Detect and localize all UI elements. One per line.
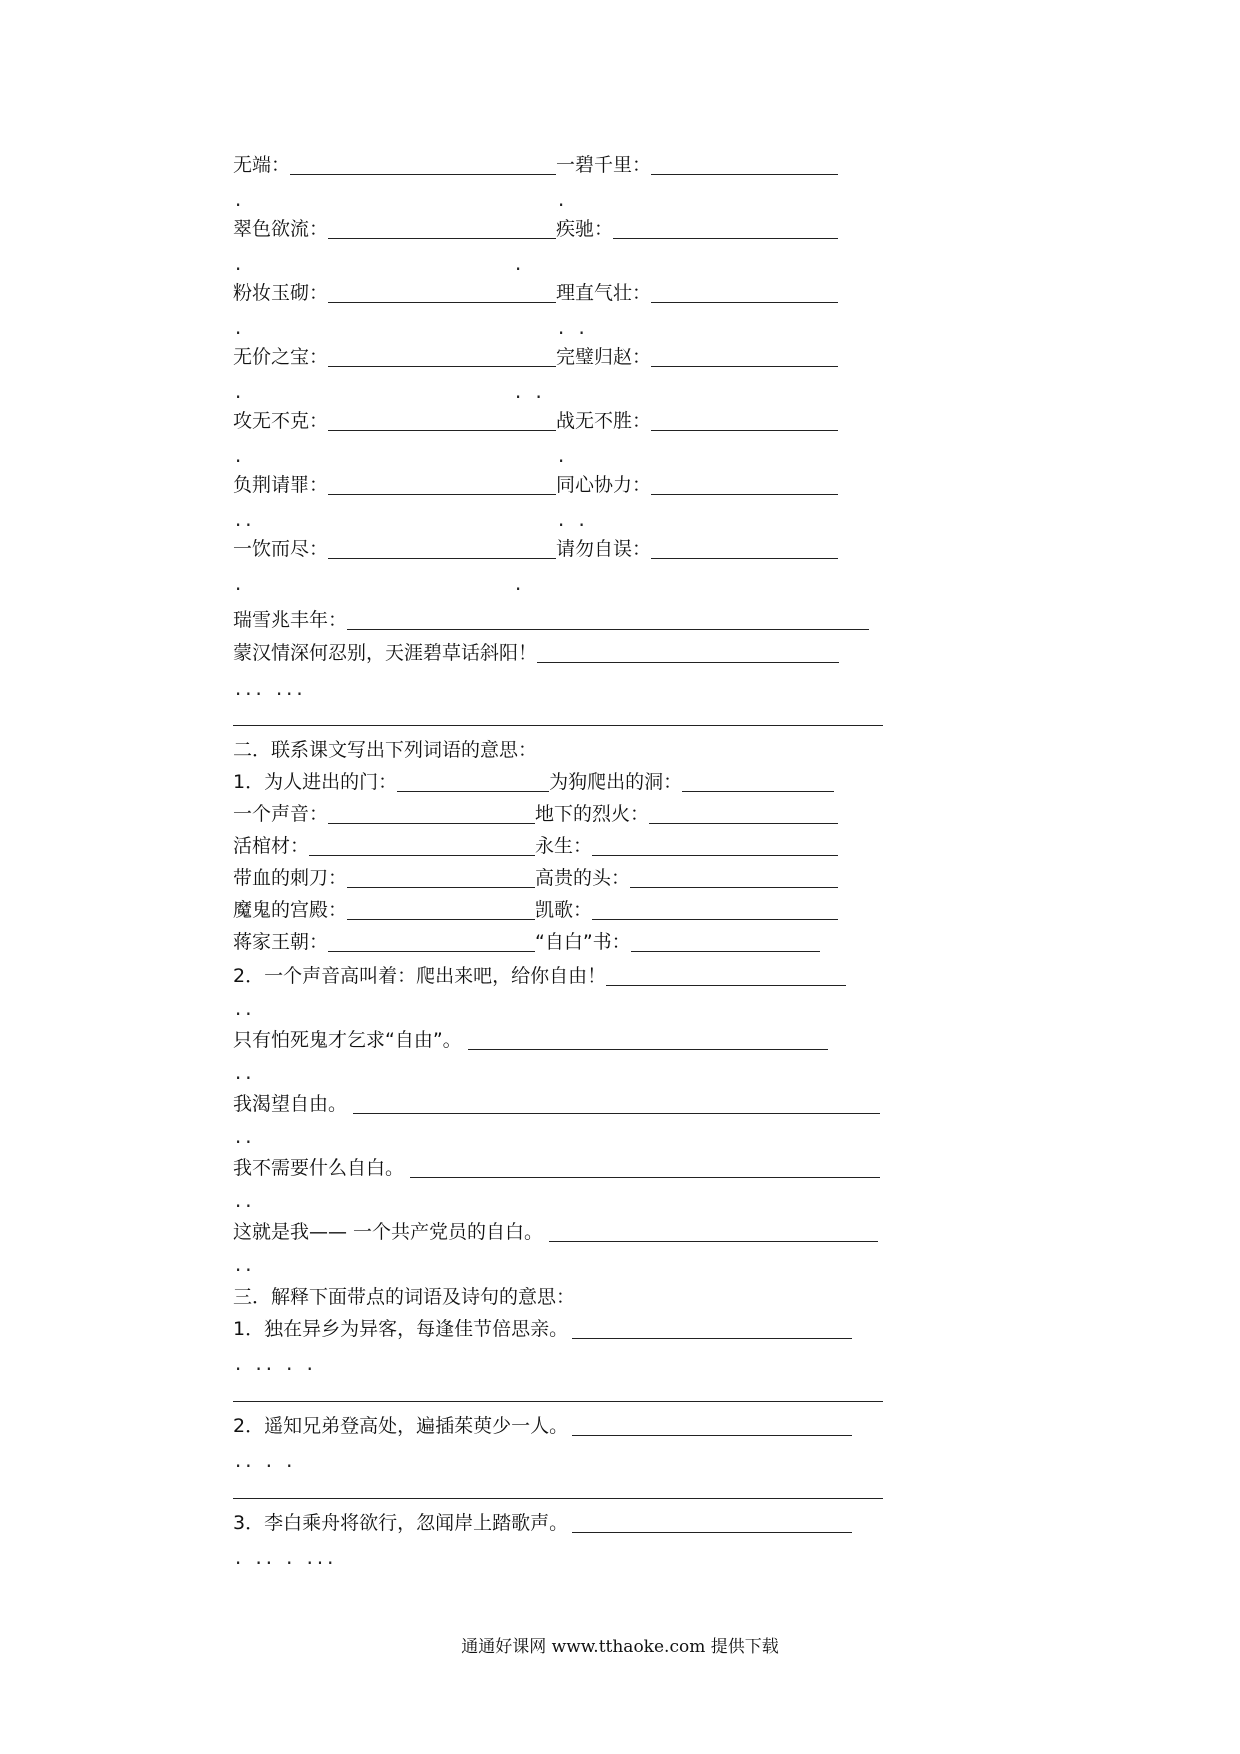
answer-blank[interactable] bbox=[347, 609, 869, 630]
ruixue-label: 瑞雪兆丰年： bbox=[233, 609, 348, 631]
definition-row-left bbox=[233, 536, 556, 562]
emphasis-dots: .. bbox=[233, 1000, 254, 1020]
q1-line bbox=[233, 769, 834, 795]
answer-blank[interactable] bbox=[328, 474, 556, 495]
definition-row-left bbox=[233, 408, 556, 434]
menghan-line bbox=[233, 640, 839, 666]
definition-row-right bbox=[556, 536, 838, 562]
sentence-line bbox=[233, 1027, 828, 1053]
answer-blank[interactable] bbox=[347, 867, 535, 888]
sentence-line bbox=[233, 1091, 880, 1117]
emphasis-dots: . bbox=[233, 319, 244, 339]
definition-row-right bbox=[556, 408, 838, 434]
definition-row-left bbox=[233, 152, 556, 178]
sentence-line bbox=[233, 1155, 880, 1181]
definition-row-left bbox=[233, 472, 556, 498]
answer-blank[interactable] bbox=[649, 803, 838, 824]
pair-row-left bbox=[233, 833, 535, 859]
term-label: 一碧千里： bbox=[556, 154, 652, 176]
emphasis-dots: . bbox=[233, 575, 244, 595]
pair-row-right bbox=[535, 801, 838, 827]
sentence-text: 我不需要什么自白。 bbox=[233, 1157, 405, 1179]
answer-blank[interactable] bbox=[572, 1512, 852, 1533]
answer-blank[interactable] bbox=[328, 931, 535, 952]
definition-row-right bbox=[556, 472, 838, 498]
answer-blank[interactable] bbox=[630, 867, 838, 888]
definition-row-right bbox=[556, 216, 838, 242]
answer-blank[interactable] bbox=[572, 1415, 852, 1436]
answer-blank[interactable] bbox=[682, 771, 834, 792]
q2-label: 2．一个声音高叫着：爬出来吧，给你自由！ bbox=[233, 965, 607, 987]
emphasis-dots: .. bbox=[233, 1192, 254, 1212]
term-label: 负荆请罪： bbox=[233, 474, 329, 496]
answer-blank[interactable] bbox=[410, 1157, 880, 1178]
pair-row-left bbox=[233, 801, 535, 827]
definition-row-right bbox=[556, 152, 838, 178]
term-label: 翠色欲流： bbox=[233, 218, 329, 240]
section3-heading-text: 三．解释下面带点的词语及诗句的意思： bbox=[233, 1286, 576, 1308]
answer-blank[interactable] bbox=[651, 410, 838, 431]
poem-text: 3．李白乘舟将欲行，忽闻岸上踏歌声。 bbox=[233, 1512, 569, 1534]
term-label: 带血的刺刀： bbox=[233, 867, 348, 889]
emphasis-dots: . .. . . bbox=[233, 1355, 315, 1375]
pair-row-right bbox=[535, 897, 838, 923]
section3-heading bbox=[233, 1284, 575, 1310]
term-label: “自白”书： bbox=[535, 931, 631, 953]
term-label: 地下的烈火： bbox=[535, 803, 650, 825]
poem-line bbox=[233, 1316, 852, 1342]
footer: 通通好课网 www.tthaoke.com 提供下载 bbox=[461, 1637, 779, 1657]
term-label: 魔鬼的宫殿： bbox=[233, 899, 348, 921]
answer-rule[interactable] bbox=[233, 1400, 883, 1402]
emphasis-dots: . . bbox=[556, 319, 587, 339]
emphasis-dots: . bbox=[556, 447, 567, 467]
emphasis-dots: . .. . ... bbox=[233, 1549, 336, 1569]
section2-heading-text: 二．联系课文写出下列词语的意思： bbox=[233, 739, 538, 761]
answer-blank[interactable] bbox=[572, 1318, 852, 1339]
term-label: 完璧归赵： bbox=[556, 346, 652, 368]
emphasis-dots: .. . . bbox=[233, 1452, 295, 1472]
answer-blank[interactable] bbox=[468, 1029, 828, 1050]
answer-blank[interactable] bbox=[328, 538, 556, 559]
answer-blank[interactable] bbox=[347, 899, 535, 920]
answer-rule[interactable] bbox=[233, 1497, 883, 1499]
emphasis-dots: ... ... bbox=[233, 680, 305, 700]
emphasis-dots: .. bbox=[233, 511, 254, 531]
emphasis-dots: . bbox=[233, 383, 244, 403]
pair-row-right bbox=[535, 865, 838, 891]
answer-blank[interactable] bbox=[651, 154, 838, 175]
answer-blank[interactable] bbox=[397, 771, 549, 792]
definition-row-left bbox=[233, 216, 556, 242]
sentence-line bbox=[233, 1219, 878, 1245]
emphasis-dots: .. bbox=[233, 1128, 254, 1148]
poem-line bbox=[233, 1413, 852, 1439]
emphasis-dots: . bbox=[233, 255, 244, 275]
pair-row-left bbox=[233, 897, 535, 923]
answer-blank[interactable] bbox=[328, 282, 556, 303]
sentence-text: 我渴望自由。 bbox=[233, 1093, 348, 1115]
emphasis-dots: . bbox=[556, 191, 567, 211]
answer-blank[interactable] bbox=[328, 218, 556, 239]
sentence-text: 只有怕死鬼才乞求“自由”。 bbox=[233, 1029, 462, 1051]
pair-row-left bbox=[233, 865, 535, 891]
definition-row-right bbox=[556, 280, 838, 306]
poem-line bbox=[233, 1510, 852, 1536]
q2-line bbox=[233, 963, 846, 989]
q1-label: 1．为人进出的门： bbox=[233, 771, 398, 793]
answer-blank[interactable] bbox=[651, 538, 838, 559]
answer-blank[interactable] bbox=[537, 642, 839, 663]
poem-text: 2．遥知兄弟登高处，遍插茱萸少一人。 bbox=[233, 1415, 569, 1437]
term-label: 战无不胜： bbox=[556, 410, 652, 432]
answer-blank[interactable] bbox=[631, 931, 820, 952]
term-label: 一饮而尽： bbox=[233, 538, 329, 560]
answer-blank[interactable] bbox=[651, 346, 838, 367]
term-label: 理直气壮： bbox=[556, 282, 652, 304]
answer-blank[interactable] bbox=[606, 965, 846, 986]
emphasis-dots: . bbox=[233, 447, 244, 467]
q1-right-label: 为狗爬出的洞： bbox=[549, 771, 683, 793]
answer-blank[interactable] bbox=[592, 835, 838, 856]
answer-blank[interactable] bbox=[290, 154, 556, 175]
emphasis-dots: . bbox=[513, 575, 524, 595]
answer-blank[interactable] bbox=[651, 282, 838, 303]
answer-rule[interactable] bbox=[233, 724, 883, 726]
definition-row-left bbox=[233, 280, 556, 306]
term-label: 活棺材： bbox=[233, 835, 310, 857]
answer-blank[interactable] bbox=[613, 218, 838, 239]
pair-row-right bbox=[535, 929, 820, 955]
term-label: 一个声音： bbox=[233, 803, 329, 825]
emphasis-dots: . . bbox=[556, 511, 587, 531]
answer-blank[interactable] bbox=[651, 474, 838, 495]
answer-blank[interactable] bbox=[353, 1093, 880, 1114]
term-label: 蒋家王朝： bbox=[233, 931, 329, 953]
answer-blank[interactable] bbox=[328, 803, 535, 824]
answer-blank[interactable] bbox=[309, 835, 535, 856]
term-label: 永生： bbox=[535, 835, 593, 857]
term-label: 请勿自误： bbox=[556, 538, 652, 560]
term-label: 粉妆玉砌： bbox=[233, 282, 329, 304]
term-label: 同心协力： bbox=[556, 474, 652, 496]
ruixue-line bbox=[233, 607, 869, 633]
term-label: 凯歌： bbox=[535, 899, 593, 921]
emphasis-dots: . bbox=[233, 191, 244, 211]
emphasis-dots: .. bbox=[233, 1256, 254, 1276]
section2-heading bbox=[233, 737, 537, 763]
term-label: 无端： bbox=[233, 154, 291, 176]
definition-row-left bbox=[233, 344, 556, 370]
answer-blank[interactable] bbox=[549, 1221, 878, 1242]
emphasis-dots: .. bbox=[233, 1064, 254, 1084]
term-label: 疾驰： bbox=[556, 218, 614, 240]
poem-text: 1．独在异乡为异客，每逢佳节倍思亲。 bbox=[233, 1318, 569, 1340]
answer-blank[interactable] bbox=[592, 899, 838, 920]
answer-blank[interactable] bbox=[328, 410, 556, 431]
term-label: 高贵的头： bbox=[535, 867, 631, 889]
term-label: 无价之宝： bbox=[233, 346, 329, 368]
answer-blank[interactable] bbox=[328, 346, 556, 367]
sentence-text: 这就是我—— 一个共产党员的自白。 bbox=[233, 1221, 544, 1243]
emphasis-dots: . . bbox=[513, 383, 544, 403]
pair-row-right bbox=[535, 833, 838, 859]
menghan-label: 蒙汉情深何忍别，天涯碧草话斜阳！ bbox=[233, 642, 538, 664]
definition-row-right bbox=[556, 344, 838, 370]
pair-row-left bbox=[233, 929, 535, 955]
emphasis-dots: . bbox=[513, 255, 524, 275]
term-label: 攻无不克： bbox=[233, 410, 329, 432]
